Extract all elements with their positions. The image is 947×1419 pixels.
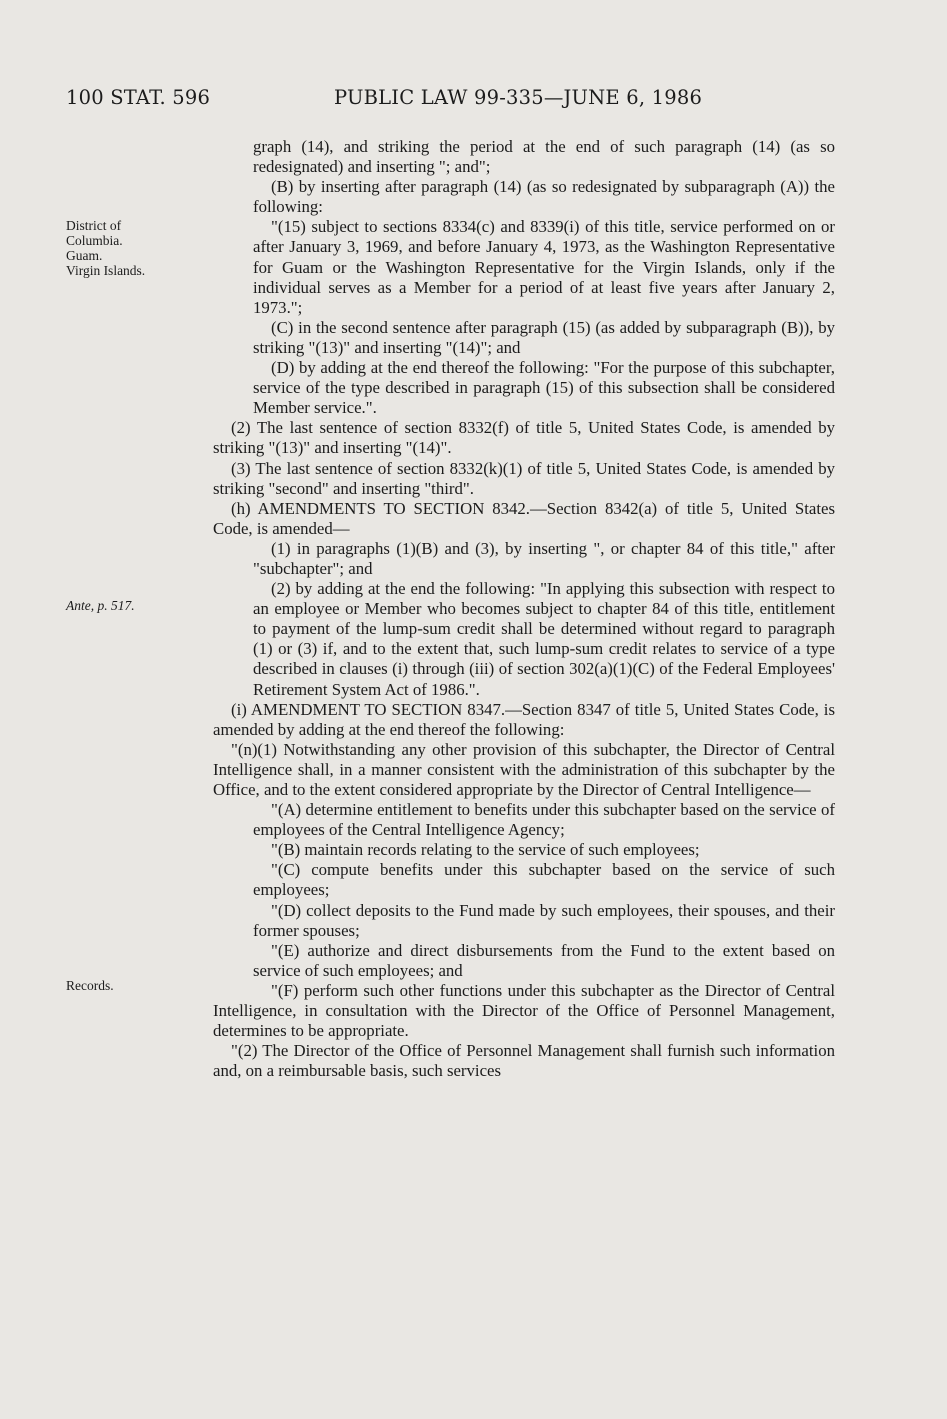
paragraph: "(E) authorize and direct disbursements from the Fund to the extent based on service of such employees; and	[253, 940, 835, 980]
statute-text	[213, 137, 835, 1081]
paragraph: (1) in paragraphs (1)(B) and (3), by inserting ", or chapter 84 of this title," after "subchapter"; and	[253, 538, 835, 578]
paragraph: "(15) subject to sections 8334(c) and 8339(i) of this title, service performed on or after January 3, 1969, and before January 4, 1973, as the Washington Representative for Guam or the Washington Representative for the Virgin Islands, only if the individual serves as a Member for a period of at least five years after January 2, 1973.";	[253, 217, 835, 317]
paragraph: (D) by adding at the end thereof the following: "For the purpose of this subchapter, service of the type described in paragraph (15) of this subsection shall be considered Member service.".	[253, 358, 835, 418]
paragraph: (3) The last sentence of section 8332(k)(1) of title 5, United States Code, is amended by striking "second" and inserting "third".	[213, 458, 835, 498]
paragraph: (h) AMENDMENTS TO SECTION 8342.—Section 8342(a) of title 5, United States Code, is amended—	[213, 498, 835, 538]
side-note-virgin-islands: Virgin Islands.	[66, 263, 146, 278]
paragraph: "(D) collect deposits to the Fund made by such employees, their spouses, and their former spouses;	[253, 900, 835, 940]
side-note-guam: Guam.	[66, 248, 103, 263]
side-note-district: District of Columbia.	[66, 218, 123, 248]
side-note-ante-text: Ante, p. 517.	[66, 598, 135, 613]
paragraph: (B) by inserting after paragraph (14) (as so redesignated by subparagraph (A)) the following:	[253, 177, 835, 217]
side-note-ante	[66, 598, 135, 613]
stat-page-number: 100 STAT. 596	[66, 86, 211, 109]
paragraph: "(F) perform such other functions under this subchapter as the Director of Central Intelligence, in consultation with the Director of the Office of Personnel Management, determines to be appropriate.	[213, 980, 835, 1041]
paragraph: graph (14), and striking the period at the end of such paragraph (14) (as so redesignated) and inserting "; and";	[253, 137, 835, 177]
paragraph: "(n)(1) Notwithstanding any other provision of this subchapter, the Director of Central Intelligence shall, in a manner consistent with the administration of this subchapter by the Office, and to the extent considered appropriate by the Director of Central Intelligence—	[213, 739, 835, 799]
paragraph: "(C) compute benefits under this subchapter based on the service of such employees;	[253, 860, 835, 900]
paragraph: "(A) determine entitlement to benefits under this subchapter based on the service of employees of the Central Intelligence Agency;	[253, 800, 835, 840]
public-law-title: PUBLIC LAW 99-335—JUNE 6, 1986	[334, 86, 703, 109]
paragraph: (i) AMENDMENT TO SECTION 8347.—Section 8347 of title 5, United States Code, is amended by adding at the end thereof the following:	[213, 699, 835, 739]
page-header	[0, 86, 947, 116]
side-note-records: Records.	[66, 978, 114, 993]
paragraph: "(2) The Director of the Office of Personnel Management shall furnish such information and, on a reimbursable basis, such services	[213, 1041, 835, 1081]
paragraph: (2) The last sentence of section 8332(f) of title 5, United States Code, is amended by striking "(13)" and inserting "(14)".	[213, 418, 835, 458]
paragraph: (C) in the second sentence after paragraph (15) (as added by subparagraph (B)), by striking "(13)" and inserting "(14)"; and	[253, 317, 835, 357]
paragraph: "(B) maintain records relating to the service of such employees;	[271, 840, 700, 860]
paragraph: (2) by adding at the end the following: "In applying this subsection with respect to an employee or Member who becomes subject to chapter 84 of this title, entitlement to payment of the lump-sum credit shall be determined without regard to paragraph (1) or (3) if, and to the extent that, such lump-sum credit relates to service of a type described in clauses (i) through (iii) of section 302(a)(1)(C) of the Federal Employees' Retirement System Act of 1986.".	[253, 579, 835, 699]
